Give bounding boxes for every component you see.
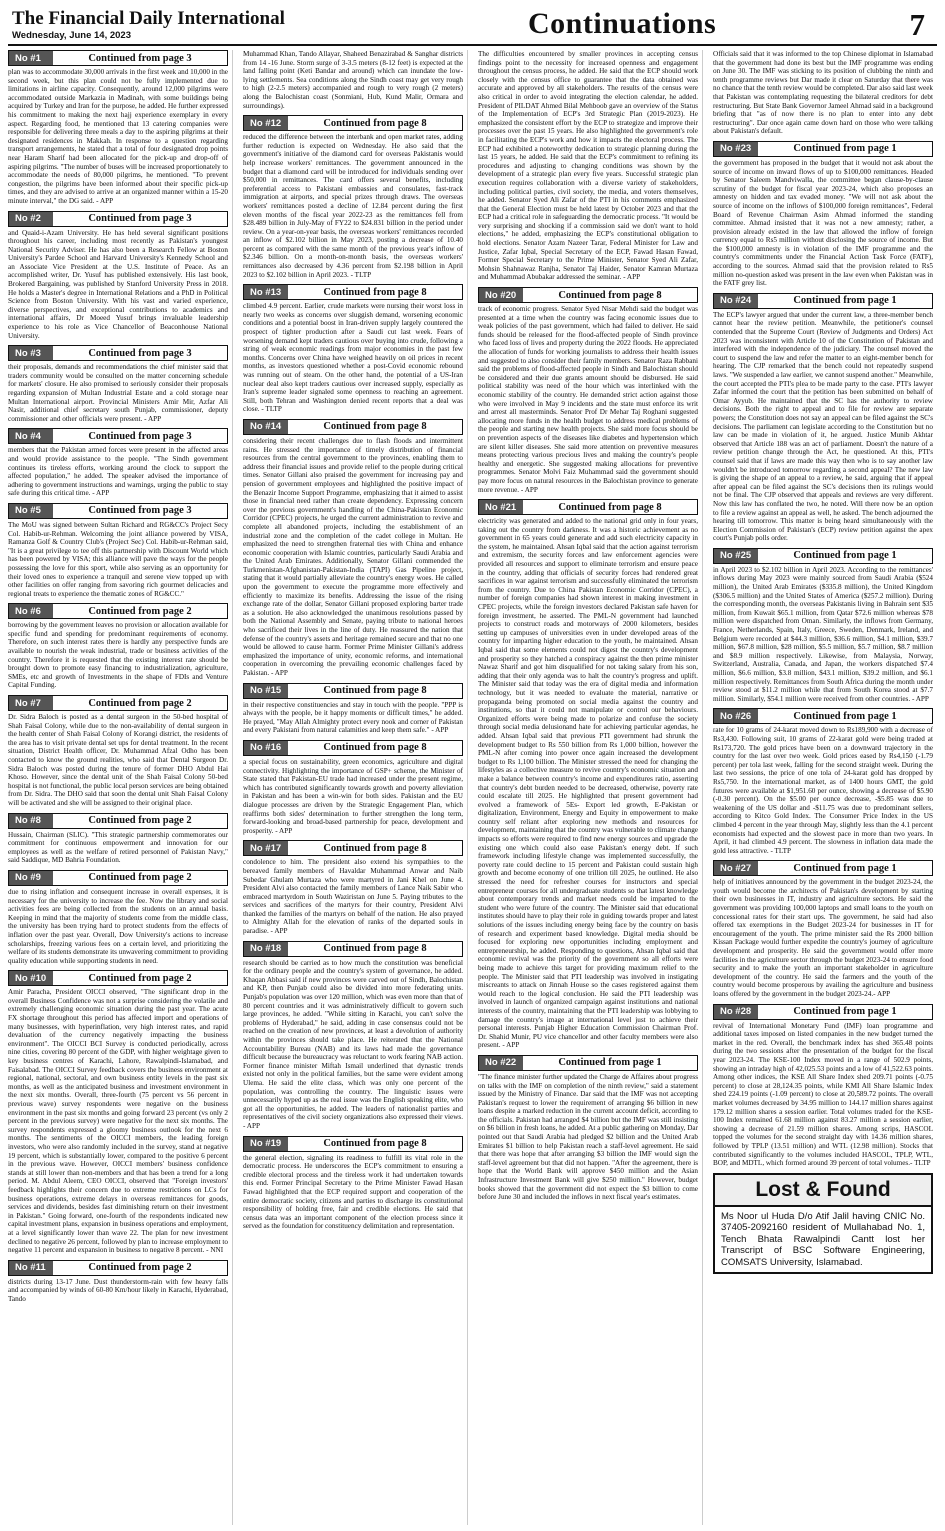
article-number: No #10 (9, 971, 53, 985)
continued-label: Continued from page 8 (323, 943, 427, 955)
column-3 (478, 50, 703, 1525)
article-header (243, 941, 463, 957)
article-header (243, 1136, 463, 1152)
article-header (713, 293, 933, 309)
continued-label: Continued from page 3 (88, 505, 192, 517)
article (243, 419, 463, 678)
article-number: No #1 (9, 51, 53, 65)
article (243, 1136, 463, 1231)
continued-label: Continued from page 2 (88, 972, 192, 984)
continued-label: Continued from page 8 (323, 842, 427, 854)
article-body: Hussain, Chairman (SLIC). "This strategic partnership commemorates our commitment for continuous empowerment and innovation for our employees as well as the welfare of retired personnel of Pakistan Navy," said Saddique, MD Bahria Foundation. (8, 830, 228, 865)
article-body: The MoU was signed between Sultan Richard and RG&CC's Project Secy Col. Habib-ur-Rehman. Welcoming the joint alliance powered by VISA, Ramanza Golf & Country Club's (Project Sec) Col. Habib-ur-Rehman said, "It is a great privilege to tee off this partnership with Discount World which has been powered by VISA; this alliance will pave the ways for the people possessing the love for this sport, while also serving as an opportunity for their loved ones to experience a tranquil and serene view topped up with other facilities on offer ranging from savoring rich gourmet delicacies and regional treats to experience the thematic zones of RG&CC." (8, 520, 228, 598)
article-header (8, 428, 228, 444)
continued-label: Continued from page 2 (88, 697, 192, 709)
article (243, 740, 463, 835)
article (8, 211, 228, 341)
continued-label: Continued from page 1 (793, 143, 897, 155)
continued-label: Continued from page 1 (793, 295, 897, 307)
column-4 (713, 50, 937, 1525)
article-body: due to rising inflation and consequent increase in overall expenses, it is necessary for the university to increase the fee. Now the library and social activities fees are being collected from the students on an annual basis. Keeping in mind that the majority of students come from the middle class, the university has been trying hard to protect students from the effects of inflation over the past year. Overall, Dow University's actions to increase scholarships, freezing various fees on a certain level, and prioritizing the welfare of its students demonstrate its unwavering commitment to providing quality education while supporting students in need. (8, 887, 228, 965)
article-number: No #24 (714, 294, 758, 308)
article-number: No #12 (244, 116, 288, 130)
article-header (243, 740, 463, 756)
article-body: climbed 4.9 percent. Earlier, crude markets were nursing their worst loss in nearly two weeks as concerns over sluggish demand, worsening economic conditions and a potential boost in Iran-driven supply largely countered the prospect of tighter production after a Saudi cut last week. Fears of worsening demand kept traders cautious over buying into crude, following a string of weak economic readings from major economies in the past few months. Concerns over China have weighed heavily on oil prices in recent months, as investors questioned whether a post-Covid economic rebound was running out of steam. On the other hand, the potential of a US-Iran nuclear deal also kept traders cautious over increased supply, especially as Iran's supreme leader signaled some openness to reaching an agreement. Still, both Tehran and Washington denied recent reports that a deal was close. - TLTP (243, 302, 463, 414)
continued-label: Continued from page 1 (558, 1057, 662, 1069)
article-body: a special focus on sustainability, green economics, agriculture and digital connectivity. Highlighting the importance of GSP+ scheme, the Minister of State stated that Pakistan-EU trade had increased under the present regime, which has contributed significantly towards growth and poverty alleviation in Pakistan and has been a win-win for both sides. Pakistan and the EU dialogue processes are driven by the Strategic Engagement Plan, which reaffirms both sides' determination to further strengthen the long term, forward-looking and broad-based partnership for peace, development and prosperity. - APP (243, 757, 463, 835)
article-header (713, 548, 933, 564)
article-header (478, 1055, 698, 1071)
article (243, 683, 463, 735)
article-body: districts during 13-17 June. Dust thunderstorm-rain with few heavy falls and accompanied by winds of 60-80 Km/hour likely in Karachi, Hyderabad, Tando (8, 1277, 228, 1303)
continued-label: Continued from page 8 (323, 117, 427, 129)
continued-label: Continued from page 2 (88, 1262, 192, 1274)
article-body: Dr. Sidra Baloch is posted as a dental surgeon in the 50-bed hospital of Shah Faisal Colony, while due to the non-availability of dental surgeon in the health center of Shah Faisal Colony of Korangi district, the residents of the area has to visit private dental set ups for dental treatment. In the recent situation, District Health officer, Dr. Muhammad Afzal Odho has been contacted to know the ground realities, who said that Dental Surgeon Dr. Sidra Baloch was posted during the tenure of former DHO Abdul Hai Khoso. However, since the dental unit of the Shah Faisal Colony 50-bed hospital is not functional, the public local person services are being obtained from Dr. Sidra. The DHO said that soon the dental unit Shah Faisal Colony will be activated and she will be assigned to their original place. (8, 713, 228, 807)
article-body: their proposals, demands and recommendations the chief minister said that traders community would be consulted on the matter concerning schedule for markets' closure. He also promised to seriously consider their proposals regarding expansion of Multan Industrial Estate and a cold storage near Multan International airport. Provincial Ministers Amir Mir, Azfar Ali Nasir, additional chief secretary south Punjab, commissioner, deputy commissioner and other officials were present. - APP (8, 363, 228, 423)
article-body: and Quaid-i-Azam University. He has held several significant positions throughout his career, including most recently as Pakistan's youngest National Security Adviser. He has also been a Research Fellow at Boston University's Pardee School and Harvard University's Kennedy School and an Associate Vice President at the U.S. Institute of Peace. As an accomplished writer, Dr. Yusuf has published extensively. His last book, Brokered Bargaining, was published by Stanford University Press in 2018. He holds a Master's degree in International Relations and a PhD in Political Science from Boston University. With his vast and varied experience, diverse perspectives, and exceptional contributions to academics and international affairs, Dr Moeed Yusuf brings invaluable leadership experience to his role as Vice Chancellor of Beaconhouse National University. (8, 228, 228, 340)
article-header (8, 813, 228, 829)
lost-and-found-title: Lost & Found (715, 1175, 931, 1207)
article-header (8, 970, 228, 986)
article-header (713, 1004, 933, 1020)
article-header (713, 860, 933, 876)
article (713, 50, 933, 136)
article-number: No #14 (244, 420, 288, 434)
continued-label: Continued from page 8 (323, 742, 427, 754)
article-body: track of economic progress. Senator Syed Nisar Mehdi said the budget was presented at a time when the country was facing economic issues due to weak policies of the past government, which had failed to deliver. He said funds should be released for the flood-affected people of Sindh province who faced loss of lives and property during the 2022 floods. He appreciated the allocation of funds for working journalists to address their health issues and suggested to also consider their family members. Senator Raza Rabbani said the problems of flood-affected people in Sindh and Balochistan should be considered and their due grants amount should be disbursed. He said political stability was need of the hour which was interlinked with the economic stability of the country. He demanded strict action against those who were involved in May 9 incidents and the state must enforce its writ and arrest all masterminds. Senator Prof Dr Mehar Taj Roghani suggested allocating more funds in the health budget to address medical problems of the people and starting new health projects. She said more focus should be on prevention aspects of the diseases like diabetes and hypertension which are silent killer diseases. She said more attention on preventive measures means protecting various precious lives and making the country's people healthy and energetic. She suggested making allocations for preventive programmes. Senator Molvi Faiz Muhammad said the government should pay more focus on natural resources in the Balochistan province to generate more revenue. - APP (478, 305, 698, 494)
article-number: No #18 (244, 942, 288, 956)
article-body: considering their recent challenges due to flash floods and intermittent rains. He stressed the importance of timely distribution of financial resources from the central government to the provinces, enabling them to address their financial issues and provide relief to the people during critical times. Senator Gillani also praised the government for increasing pay and pension of government employees and highlighted the positive impact of the Benazir Income Support Programme, emphasizing that it aimed to assist those in financial need rather than create dependency. Expressing concern over the previous government's handling of the China-Pakistan Economic Corridor (CPEC) projects, he urged the current administration to revive and complete all abandoned projects, including the establishment of an industrial zone and the completion of the cadet college in Multan. He emphasized the need to strengthen fraternal ties with China and enhance economic cooperation with Islamic countries, particularly Saudi Arabia and the United Arab Emirates. Additionally, Senator Gillani commended the Turkmenistan-Afghanistan-Pakistan-India (TAPI) Gas Pipeline project, stating that it would partially alleviate the country's energy woes. He called upon the government to execute the programme more effectively and efficiently to maximize its benefits. Addressing the issue of the rising exchange rate of the dollar, Senator Gillani proposed exploring barter trade as a solution. He also acknowledged the unanimous resolutions passed by both the National Assembly and Senate, paying tribute to national heroes who sacrificed their lives in the line of duty. He reassured the nation that defense of the country's assets and heritage remained secure and that no one would be allowed to cause harm. Former Prime Minister Gillani's address emphasized the importance of unity, economic reforms, and international cooperation in overcoming the prevailing economic challenges faced by Pakistan. - APP (243, 436, 463, 677)
article (243, 50, 463, 110)
article-body: the government has proposed in the budget that it would not ask about the source of income on inward flows of up to $100,000 remittances. Headed by Senator Saleem Mandviwalla, the committee began clause-by-clause scrutiny of the budget for fiscal year 2023-24, which also proposes an amnesty on hidden and tax evaded money. "We will not ask about the source of income on the inflows of $100,000 foreign remittances", Federal Board of Revenue Chairman Asim Ahmad informed the standing committee. Ahmad insisted that it was not a new amnesty; rather, a provision already existed in the law that allowed the inflow of foreign currency equal to Rs5 million without disclosing the source of income. But the $100,000 amnesty is in violation of the IMF programme and the country's commitments under the Financial Action Task Force (FATF), according to the sources. Ahmad said that the provision related to Rs5 million no-question asked was present in the law even when Pakistan was in the FATF grey list. (713, 158, 933, 288)
article-body: help of initiatives announced by the government in the budget 2023-24, the youth would become the architects of Pakistan's development by starting their own businesses in IT, industry and agriculture sectors. He said the government was providing 100,000 laptops and small loans to the youth on concessional rates for their start ups. The government, he said had also offered tax exemptions in the Budget 2023-24 for businesses in IT for encouragement of the youth. The prime minister said the Rs 2000 billion Kissan Package would further expedite the country's journey of agriculture development and prosperity. He said the government would offer more facilities in the agriculture sector through the budget 2023-24 to ensure food security and to make the youth an important stakeholder in agriculture development of the country. He said the farmers and the youth of the country would become prosperous by availing the agriculture and business loans offered by the government in the budget 2023-24.- APP (713, 878, 933, 998)
article (478, 499, 698, 1050)
continued-label: Continued from page 3 (88, 347, 192, 359)
article-body: condolence to him. The president also extend his sympathies to the bereaved family members of Havaldar Muhammad Anwar and Naib Subedar Ghulam Murtaza who were martyred in Jani Khel on June 4. President Alvi also contacted the family members of Lance Naik Sabir who embraced martyrdom in South Waziristan on June 5. Paying tributes to the services and sacrifices of the martyrs for their country, President Alvi thanked the families of the martyrs on behalf of the nation. He also prayed to Almighty Allah for the elevation of ranks of the departed souls in paradise. - APP (243, 858, 463, 936)
continued-label: Continued from page 1 (793, 862, 897, 874)
article (8, 603, 228, 690)
article (8, 428, 228, 498)
article-number: No #11 (9, 1261, 53, 1275)
article-number: No #15 (244, 684, 288, 698)
article-number: No #8 (9, 814, 53, 828)
continued-label: Continued from page 8 (323, 1138, 427, 1150)
article-body: revival of International Monetary Fund (IMF) loan programme and additional taxes imposed on listed companies in the new budget turned the market in the red. Overall, the benchmark index has shed 365.48 points during the two sessions after the presentation of the budget for the fiscal year 2023-24. The KSE-100 Index moved in a range of 502.9 points, showing an intraday high of 42,025.53 points and a low of 41,522.63 points. Among other indices, the KSE All Share Index shed 209.71 points (-0.75 percent) to close at 28,124.35 points, while KMI All Share Islamic Index shed 224.19 points (-1.09 percent) to close at 20,589.72 points. The overall market volumes decreased by 34.95 million to 144.17 million shares against 179.12 million shares a session earlier. Total volumes traded for the KSE-100 Index remained 61.68 million against 83.27 million a session earlier, showing a decrease of 21.59 million shares. Among scrips, HASCOL topped the volumes for the second straight day with 14.36 million shares, followed by TPLP (13.51 million) and WTL (12.98 million). Stocks that contributed significantly to the volumes included HASCOL, TPLP, WTL, BOP, and MDTL, which formed around 39 percent of total volumes.- TLTP (713, 1021, 933, 1168)
article-body: the general election, signaling its readiness to fulfill its vital role in the democratic process. He underscores the ECP's commitment to ensuring a credible electoral process and the tireless work it had undertaken towards this end. Former Principal Secretary to the Prime Minister Fawad Hasan Fawad highlighted that the ECP required support and cooperation of the entire democratic society, citizens and parties to discharge its constitutional responsibility of holding free, fair and credible elections. He said that census data was an important component of the election process since it served as the foundation for constituency delimitation and representation. (243, 1153, 463, 1231)
article (243, 115, 463, 279)
article-header (8, 870, 228, 886)
continued-label: Continued from page 8 (323, 421, 427, 433)
continued-label: Continued from page 3 (88, 213, 192, 224)
article (478, 287, 698, 494)
article-header (713, 708, 933, 724)
article-header (243, 284, 463, 300)
article-body: in their respective constituencies and stay in touch with the people. "PPP is always with the people, be it happy moments or difficult times," he added. He prayed, "May Allah Almighty protect every nook and corner of Pakistan and every Pakistani from natural calamities and keep them safe." - APP (243, 700, 463, 735)
column-1 (8, 50, 233, 1525)
article-header (713, 141, 933, 157)
continued-label: Continued from page 8 (558, 289, 662, 301)
continued-label: Continued from page 2 (88, 872, 192, 884)
article-number: No #23 (714, 142, 758, 156)
article-header (243, 115, 463, 131)
article-body: research should be carried as to how much the constitution was beneficial for the ordinary people and the country's system of governance, he added. Khaqan Abbasi said if new provinces were carved out of Sindh, Balochistan and KP, then Punjab could also be divided into more federating units. Punjab's population was over 120 million, which was even more than that of 80 percent countries and it was administratively difficult to govern such large provinces, he added. "While sitting in Karachi, you can't solve the problems of Hyderabad," he said, adding in case consensus could not be reached on the creation of new provinces, at least a devolution of authority within the provinces should take place. He reiterated that the National Accountability Bureau (NAB) and its laws had made the governance difficult because the bureaucracy was reluctant to work fearing NAB action. Former finance minister Miftah Ismail underlined that dynastic trends existed not only in the political families, but the same were evident among Ulema. He said the elite class, which was only one percent of the population, was controlling the country. The linguistic issues were unnecessarily hyped up as the real issue was the English speaking elite, who got all the opportunities, he added. The leaders of nationalist parties and representatives of the civil society organizations also expressed their views. - APP (243, 958, 463, 1130)
article-body: The difficulties encountered by smaller provinces in accepting census findings point to the necessity for increased openness and engagement throughout the census process, he added. He said that the ECP should work closely with the census office to guarantee that the data obtained was accurate and approved by all stakeholders. The results of the census were also critical in order to avoid integrating the election calendar, he added. President of PILDAT Ahmed Bilal Mehboob gave an overview of the Status of the Implementation of ECP's 3rd Strategic Plan (2019-2023). He emphasized the consistent effort by the ECP to strategize and improve their processes over the past 15 years. He also highlighted the government's role in facilitating the ECP's work and how it impacts the electoral process. The ECP had exhibited a noteworthy dedication to strategic planning during the last 15 years, he added. He said that the ECP's commitment to refining its procedures and adjusting to changing conditions was shown by the development of a strategic plan every five years. Successful strategic plan execution requires collaboration with a diverse variety of stakeholders, including political parties, civil society, the media, and voters themselves, he added. Senator Syed Ali Zafar of the PTI in his comments emphasized that the General Election must be held latest by October 2023 and that the ECP had a critical role in safeguarding the democratic process. "It would be very surprising and shocking if a commission said we don't want to hold elections," he added, emphasizing the ECP's constitutional obligation to hold elections. Senator Azam Nazeer Tarar, Federal Minister for Law and Justice, Zafar Iqbal, Special Secretary of the ECP, Fawad Hasan Fawad, Former Special Secretary to the Prime Minister, Senator Syed Ali Zafar, Mohsin Shahnawaz Ranjha, Senator Taj Haider, Senator Kamran Murtaza and Muhammad Abubakar addressed the seminar. - APP (478, 50, 698, 282)
article-body: rate for 10 grams of 24-karat moved down to Rs189,900 with a decrease of Rs3,430. Following suit, 10 grams of 22-karat gold were being traded at Rs173,720. The gold prices have been on a downward trajectory in the country for the last over two week. Gold prices eased by Rs4,150 (-1.79 percent) per tola last week, falling for the second straight week. During the last two sessions, the price of one tola of 24-karat gold has dropped by Rs5,750. In the international market, as of 1400 hours GMT, the gold futures were available at $1,951.60 per ounce, showing a decrease of $5.90 (-0.30 percent). On the $5.00 per ounce decrease, -$5.85 was due to weakening of the US dollar and -$11.75 was due to predominant sellers, according to Kitco Gold Index. The Consumer Price Index in the US climbed 4 percent in the year through May, slightly less than the 4.1 percent economists had expected and the slowest pace in more than two years. In April, it had climbed 4.9 percent. The slowness in inflation data made the gold less attractive. - TLTP (713, 726, 933, 855)
article-number: No #25 (714, 549, 758, 563)
article-header (8, 1260, 228, 1276)
masthead (8, 4, 937, 46)
article-header (243, 419, 463, 435)
article (478, 1055, 698, 1202)
article-number: No #4 (9, 429, 53, 443)
article-header (243, 840, 463, 856)
continued-label: Continued from page 2 (88, 605, 192, 617)
article-body: The ECP's lawyer argued that under the current law, a three-member bench cannot hear the review petition. Meanwhile, the petitioner's counsel contended that the Supreme Court (Review of Judgments and Orders) Act 2023 was inconsistent with Article 10 of the Constitution of Pakistan and interfered with the independence of the judiciary. The counsel moved the court to suspend the law and refer the matter to an eight-member bench for hearing. The CJP remarked that the bench could not repeatedly suspend laws. "We suspended a law earlier, we cannot suspend another." Meanwhile, the court accepted the PTI's plea to be made party to the case. PTI's lawyer Zafar informed the court that the petition has been submitted on behalf of Omar Ayyub. He maintained that the SC has the authority to review decisions. Both the right to appeal and to file for review are separate powers; the Constitution does not say an appeal can be filed against the SC's decisions. The parliament can legislate according to the Constitution but no law can be made in violation of it, he argued. Justice Munib Akhtar observed that Article 188 was an act of parliament. Doesn't the nature of a review petition change through the Act, he questioned. At this, PTI's counsel said that if laws are made this way then who is to say another law wouldn't be introduced tomorrow regarding a second appeal? The new law is giving the shape of an appeal to a review, he said, arguing that if appeal after appeal can be filed against the SC's decisions then its rulings would not be final. The CJP observed that appeals and reviews are very different. Now this law has conflated the two, he noted. Will there now be an option to file a review against an appeal as well, he asked. The bench adjourned the hearing till tomorrow. This matter is being heard simultaneously with the Election Commission of Pakistan's (ECP) review petition against the apex court's Punjab polls order. (713, 310, 933, 543)
article-number: No #3 (9, 346, 53, 360)
article (713, 548, 933, 704)
article-header (8, 695, 228, 711)
continued-label: Continued from page 8 (558, 501, 662, 513)
article (8, 695, 228, 808)
lost-and-found-notice: Ms Noor ul Huda D/o Atif Jalil having CNIC No. 37405-2092160 resident of Mullahabad No. 1, Tench Bhata Rawalpindi Cantt lost her Transcript of BSC Software Engineering, COMSATS University, Islamabad. (721, 1210, 925, 1268)
continued-label: Continued from page 8 (323, 286, 427, 298)
article-header (8, 50, 228, 66)
article-header (243, 683, 463, 699)
article-number: No #20 (479, 288, 523, 302)
continued-label: Continued from page 1 (793, 710, 897, 722)
lost-and-found-box (713, 1173, 933, 1275)
issue-date: Wednesday, June 14, 2023 (12, 30, 131, 41)
article-number: No #2 (9, 212, 53, 226)
article-body: borrowing by the government leaves no provision or allocation available for specific fund and spending for predominant requirements of economy. Therefore, on such interest rates there is hardly any perspective funds are available to nourish the weak industrial, trade or business activities of the country. Therefore it is requested that the existing interest rate should be brought down to promote easy financing to industrialization, agriculture, SMEs, etc and growth of Investments in the shape of FDIs and Venture Capital Funding. (8, 621, 228, 690)
page-number: 7 (909, 7, 925, 42)
article-body: reduced the difference between the interbank and open market rates, adding further reduction is expected on Wednesday. He also said that the government's initiative of the diamond card for overseas Pakistanis would help increase workers' remittances. The government announced in the budget that a diamond card will be introduced for individuals sending over $50,000 in remittances. The card offers several benefits, including preferential access to Pakistani embassies and consulates, fast-track immigration at airports, and special prizes through draws. The overseas workers' remittances posted a decline of 12.84 percent during the first eleven months of the fiscal year 2022-23 as the remittances fell from $28.489 billion in July-May of FY22 to $24.831 billion in the period under review. On a year-on-year basis, the overseas workers' remittances recorded an inflow of $2.102 billion in May 2023, posting a decrease of 10.40 percent as compared with the same month of the previous year's inflow of $2.346 billion. On a month-on-month basis, the overseas workers' remittances also decreased by 4.36 percent from $2.198 billion in April 2023 to $2.102 billion in April 2023. - TLTP (243, 133, 463, 279)
article-header (8, 345, 228, 361)
article-body: electricity was generated and added to the national grid only in four years, taking out the country from darkness. It was a historic achievement as no government in 65 years could generate and add such electricity capacity in the system, he maintained. Ahsan Iqbal said that the action against terrorism and extremism, the security forces and law enforcement agencies were provided all resources and support to eliminate terrorism and ensure peace in the country, adding that officials of security forces had rendered great sacrifices in war against terrorism and successfully eliminated the terrorism from the country. Due to China Pakistan Economic Corridor (CPEC), a number of foreign companies had shown interest in making investment in CPEC projects, while the foreign investors declared Pakistan safe haven for foreign investment, he asserted. The PML-N government had launched projects to construct roads and motorways of 2000 kilometers, besides setting up campuses of universities even in under developed areas of the country for imparting higher education to the youth, he maintained. Ahsan Iqbal said that some elements could not digest the country's development and prosperity so they hatched a conspiracy against the then prime minister Nawaz Sharif and got him disqualified for not taking salary from his son, adding that their only agenda was to halt the country's progress and uplift. The Minister said that today was the era of digital media and information technology, but it was needed to evaluate the material, narrative or propaganda being promoted on social media against the country and institutions, so that it could not manipulate or control our behaviours. Organized efforts were being made to polarize and confuse the society through social media delusionand hate for achieving particular agendas, he added. Ahsan Iqbal said that previous PTI government had shrunk the development budget to Rs 550 billion from Rs 1,000 billion, however the PML-N after coming into power once again increased the development budget to Rs 1,100 billion. The Minister stressed the need for changing the lifestyles as a collective measure to revive country's economic situation and make a balance between country's income and expenditures ratio, asserting that country's debt burden needed to be decreased, otherwise, poverty rate could escalate till 2025. He highlighted that present government had evolved a framework of 5Es- Export led growth, E-Pakistan or digitalization, Environment, Energy and Equity in empowerment to make country self reliant after exploring new methods and resources for development, maintaining that the country was vulnerable to climate change impacts so efforts were required to find new energy sources and upgrade the existing one which could also ease Pakistan's energy debt. If such framework including lifestyle change was implemented successfully, the poverty rate could decline to 15 percent and Pakistan could sustain high growth and become economy of one trillion till 2025, he outlined. He also stressed the need for refresher courses for instructors and special entrepreneur courses for all undergraduate students so that latest knowledge about contemporary trends and market needs could be imparted to the student who were future of the country. The Minister said that educational institutes should have to play their role in guiding towards proper and latest solutions of the issues including energy being face by the country on basis of research and experiment based knowledge. Digital media should be focused for exploring new opportunities including employment and entrepreneurship, he added. Responding to questions, Ahsan Iqbal said that economic revival was the priority of the government so all efforts were being made to achieve this target for providing maximum relief to the people. The Minister said that PTI leadership was involved in instigating miscreants to attack on Jinnah House so the cases registered against them would reach to the logical conclusion. He said the PTI leadership was involved in launch of organized campaign against institutions and national interests of the country, maintaining that the PTI leadership was lobbying to damage the country's image at international level just to achieve their personal interests. Punjab Higher Education Commission Chairman Prof. Dr. Shahid Munir, PU vice chancellor and other faculty members were also present. - APP (478, 517, 698, 1050)
newspaper-title: The Financial Daily International (12, 8, 285, 29)
article (713, 860, 933, 998)
article-header (478, 287, 698, 303)
article (8, 503, 228, 598)
article-number: No #6 (9, 604, 53, 618)
article (713, 293, 933, 543)
article-number: No #5 (9, 504, 53, 518)
article-number: No #9 (9, 871, 53, 885)
article-body: Amir Paracha, President OICCI observed, "The significant drop in the overall Business Confidence was not a surprise considering the volatile and extremely challenging economic situation during the past year. The acute FX shortage throughout this period has affected import and operations of many businesses, with hyperinflation, very high interest rates, and rapid devaluation of the currency negatively impacting the business environment". The OICCI BCI Survey is conducted periodically, across nine cities, covering 80 percent of the GDP, with higher weightage given to key business centres of Karachi, Lahore, Rawalpindi-Islamabad, and Faisalabad. The OICCI Survey feedback covers the business environment at regional, national, sectoral, and own business entity levels in the past six months, as well as the anticipated business and investment environment in the next six months. Overall, three-fourth (75 percent vs 56 percent in previous wave) survey respondents were negative on the business environment in the past six months and going forward 23 percent (vs only 2 percent in the previous survey) were negative for the next six months. The survey respondents expressed a gloomy business outlook for the next 6 months. The sentiments of the OICCI members, the leading foreign investors, who were also randomly included in the survey, stand at negative 19 percent, which is substantially lower, compared to the positive 6 percent in the previous wave. However, OICCI members' business confidence stands at still lower than non-members and that has been a trend for a long period. M. Abdul Aleem, CEO OICCI, observed that "Foreign investors' feedback highlights their concern due to extreme restrictions on LCs for business operations, extreme delays in overseas remittances for goods, services and dividends, besides fast diminishing return on their investment in Pakistan." Going forward, one-fourth of the respondents indicated new capital investment plans, expansion in business operations and employment, at a level significantly lower than wave 22. The plan for new investment declined to negative 26 percent, followed by plan to increase employment to negative 11 percent and expansion in business to negative 8 percent. - NNI (8, 988, 228, 1255)
continued-label: Continued from page 3 (88, 52, 192, 64)
article (713, 708, 933, 855)
article (243, 284, 463, 414)
article-header (8, 603, 228, 619)
article-header (8, 211, 228, 227)
article (8, 970, 228, 1254)
article-body: "The finance minister further updated the Charge de Affaires about progress on talks with the IMF on completion of the ninth review," said a statement issued by the Ministry of Finance. Dar said that the IMF was not accepting Pakistan's request to lower the requirement of arranging $6 billion in new loans despite a marked reduction in the current account deficit, according to the officials. Pakistan had arranged $4 billion but the IMF was still insisting on $6 billion in fresh loans, he added. At a public gathering on Monday, Dar pointed out that Saudi Arabia had pledged $2 billion and the United Arab Emirates $1 billion to help Pakistan reach a staff-level agreement. He said that there was hope that after arranging $3 billion the IMF would sign the staff-level agreement but that did not happen. "After the agreement, there is hope that the World Bank will approve $450 million and the Asian Infrastructure Investment Bank will give $250 million." However, budget books showed that the government did not expect the $3 billion to come before June 30 and included the inflows in next fiscal year's estimates. (478, 1072, 698, 1202)
article-body: members that the Pakistan armed forces were present in the affected areas and would provide assistance to the people. "The Sindh government continues its tireless efforts, working around the clock to support the affected population," he added. The speaker advised the importance of adhering to government instructions and warnings, urging the public to stay safe during this critical time. - APP (8, 446, 228, 498)
article-number: No #21 (479, 500, 523, 514)
article (8, 870, 228, 965)
column-2 (243, 50, 468, 1525)
article-header (8, 503, 228, 519)
article (713, 141, 933, 288)
article-body: plan was to accommodate 30,000 arrivals in the first week and 10,000 in the second week, but this plan could not be fully implemented due to limitations in airline capacity. Consequently, around 12,000 pilgrims were accommodated outside Markazia in Madinah, with some buildings being acquired by Turkey and Iran for the purpose, he added. He further expressed his commitment to making the next hajj experience exemplary in every aspect. Regarding food, he mentioned that 13 catering companies were responsible for delivering three meals a day to the aspiring pilgrims at their designated residences in Makkah. In response to a question regarding transport arrangements, he stated that a total of four designated drop points near Haram Sharif had been allocated for the pick-up and drop-off of aspiring pilgrims. "The number of buses will be increased proportionately to accommodate the needs of 80,000 pilgrims, he mentioned. "To prevent congestion, the pilgrims have been informed about their specific pick-up times, and they are advised to arrive at an organized manner within a 15-20 minute interval," the DG said. - APP (8, 68, 228, 205)
continued-label: Continued from page 3 (88, 430, 192, 442)
article-number: No #13 (244, 285, 288, 299)
article (243, 840, 463, 935)
article (243, 941, 463, 1131)
article (478, 50, 698, 282)
article-number: No #16 (244, 741, 288, 755)
article-body: Officials said that it was informed to the top Chinese diplomat in Islamabad that the government had done its best but the IMF programme was ending on June 30. The IMF was sticking to its position of clubbing the ninth and tenth programme reviews but Dar made it clear on Saturday that there was no chance that the tenth review would be completed. Dar also said last week that Pakistan was contemplating requesting the bilateral creditors for debt restructuring. But State Bank Governor Jameel Ahmad said in a background briefing that "as of now there is no plan to enter into any debt restructuring". Dar once again came down hard on those who were talking about Pakistan's default. (713, 50, 933, 136)
section-title: Continuations (528, 7, 717, 40)
continued-label: Continued from page 1 (793, 550, 897, 562)
article-number: No #28 (714, 1005, 758, 1019)
article-number: No #19 (244, 1137, 288, 1151)
article-number: No #17 (244, 841, 288, 855)
article (8, 345, 228, 423)
article (8, 813, 228, 865)
continued-label: Continued from page 1 (793, 1006, 897, 1018)
article-number: No #7 (9, 696, 53, 710)
article-number: No #26 (714, 709, 758, 723)
article-number: No #22 (479, 1056, 523, 1070)
article (713, 1004, 933, 1168)
columns-container (8, 50, 937, 1525)
article (8, 50, 228, 206)
article-body: Muhammad Khan, Tando Allayar, Shaheed Benazirabad & Sanghar districts from 14 -16 June. Storm surge of 3-3.5 meters (8-12 feet) is expected at the land falling point (Keti Bandar and around) which can inundate the low-lying settlements. Sea conditions along the Sindh coast may get very rough to high (2-2.5 meters) accompanied and rough to very rough (2 meters) along the Balochistan coast (Sonmiani, Hub, Kund Malir, Ormara and surroundings). (243, 50, 463, 110)
continued-label: Continued from page 8 (323, 685, 427, 697)
article-header (478, 499, 698, 515)
article (8, 1260, 228, 1304)
article-body: in April 2023 to $2.102 billion in April 2023. According to the remittances' inflows during May 2023 were mainly sourced from Saudi Arabia ($524 million), the United Arab Emirates ($335.8 million), the United Kingdom ($306.5 million) and the United States of America ($257.2 million). During the corresponding month, the overseas Pakistanis living in Bahrain sent $35 million, from Kuwait $65.1 million, from Qatar $72.6 million whereas $78 million were dispatched from Oman. Similarly, the inflows from Germany, France, Netherlands, Spain, Italy, Greece, Sweden, Denmark, Ireland, and Belgium were recorded at $44.3 million, $36.6 million, $4.1 million, $39.7 million, $67.8 million, $28 million, $5.5 million, $5.7 million, $8.7 million and $8.9 million respectively. Likewise, from Malaysia, Norway, Switzerland, Australia, Canada, and Japan, the workers dispatched $7.4 million, $6.6 million, $3.8 million, $43.1 million, $39.2 million, and $6.1 million respectively. Remittances from South Africa during the month under review stood at $11.2 million while that from South Korea stood at $7.7 million. Similarly, $54.1 million were received from other countries. - APP (713, 565, 933, 703)
continued-label: Continued from page 2 (88, 815, 192, 827)
article-number: No #27 (714, 861, 758, 875)
